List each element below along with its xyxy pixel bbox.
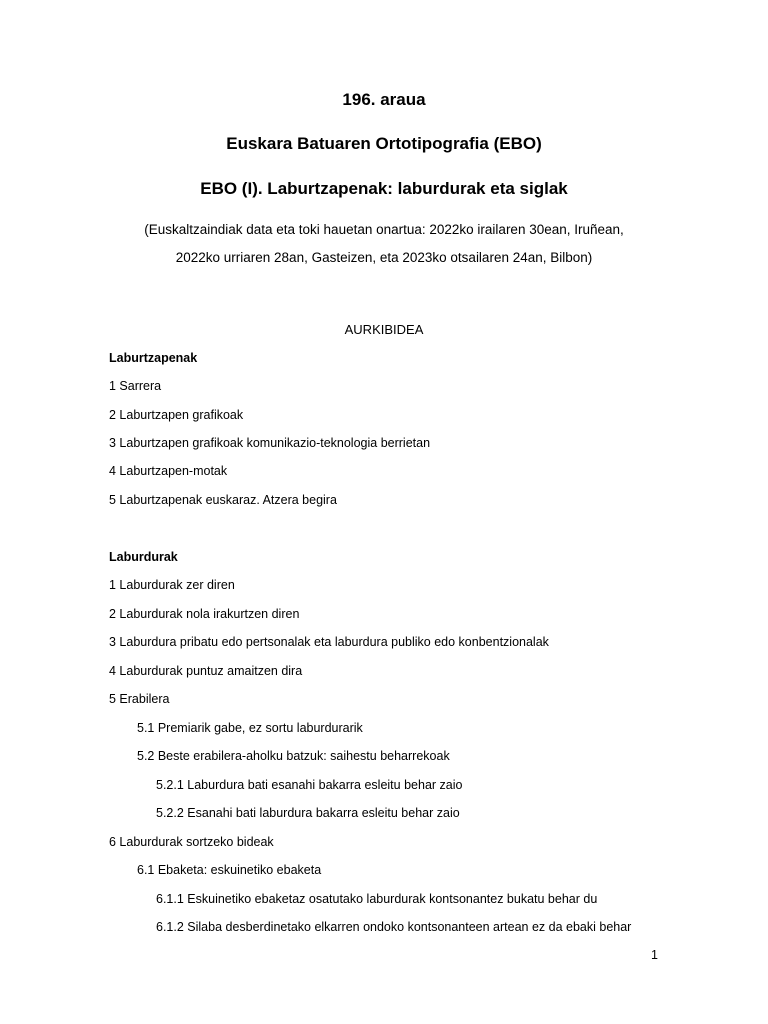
toc-item: 6 Laburdurak sortzeko bideak [109,835,274,849]
document-title: Euskara Batuaren Ortotipografia (EBO) [226,134,542,153]
toc-section-heading-laburdurak: Laburdurak [109,550,178,564]
toc-item: 3 Laburdura pribatu edo pertsonalak eta laburdura publiko edo konbentzionalak [109,635,549,649]
toc-item: 3 Laburtzapen grafikoak komunikazio-teknologia berrietan [109,436,431,450]
toc-subitem: 5.2 Beste erabilera-aholku batzuk: saihestu beharrekoak [137,749,450,763]
toc-subsubitem: 6.1.2 Silaba desberdinetako elkarren ondoko kontsonanteen artean ez da ebaki behar [156,920,632,934]
toc-subsubitem: 5.2.2 Esanahi bati laburdura bakarra esleitu behar zaio [156,806,460,820]
toc-item: 1 Laburdurak zer diren [109,578,235,592]
page-number: 1 [651,948,658,962]
toc-item: 1 Sarrera [109,379,162,393]
toc-heading: AURKIBIDEA [344,322,424,337]
toc-subitem: 5.1 Premiarik gabe, ez sortu laburdurarik [137,721,363,735]
rule-number: 196. araua [342,90,426,109]
toc-item: 2 Laburtzapen grafikoak [109,408,244,422]
toc-subsubitem: 6.1.1 Eskuinetiko ebaketaz osatutako laburdurak kontsonantez bukatu behar du [156,892,598,906]
toc-item: 4 Laburdurak puntuz amaitzen dira [109,664,303,678]
toc-item: 5 Laburtzapenak euskaraz. Atzera begira [109,493,337,507]
toc-subitem: 6.1 Ebaketa: eskuinetiko ebaketa [137,863,322,877]
toc-subsubitem: 5.2.1 Laburdura bati esanahi bakarra esleitu behar zaio [156,778,463,792]
toc-item: 2 Laburdurak nola irakurtzen diren [109,607,300,621]
approval-line-1: (Euskaltzaindiak data eta toki hauetan onartua: 2022ko irailaren 30ean, Iruñean, [144,222,624,237]
toc-item: 4 Laburtzapen-motak [109,464,228,478]
approval-line-2: 2022ko urriaren 28an, Gasteizen, eta 2023ko otsailaren 24an, Bilbon) [175,250,593,265]
toc-item: 5 Erabilera [109,692,170,706]
toc-section-heading-laburtzapenak: Laburtzapenak [109,351,198,365]
document-subtitle: EBO (I). Laburtzapenak: laburdurak eta siglak [200,179,568,198]
